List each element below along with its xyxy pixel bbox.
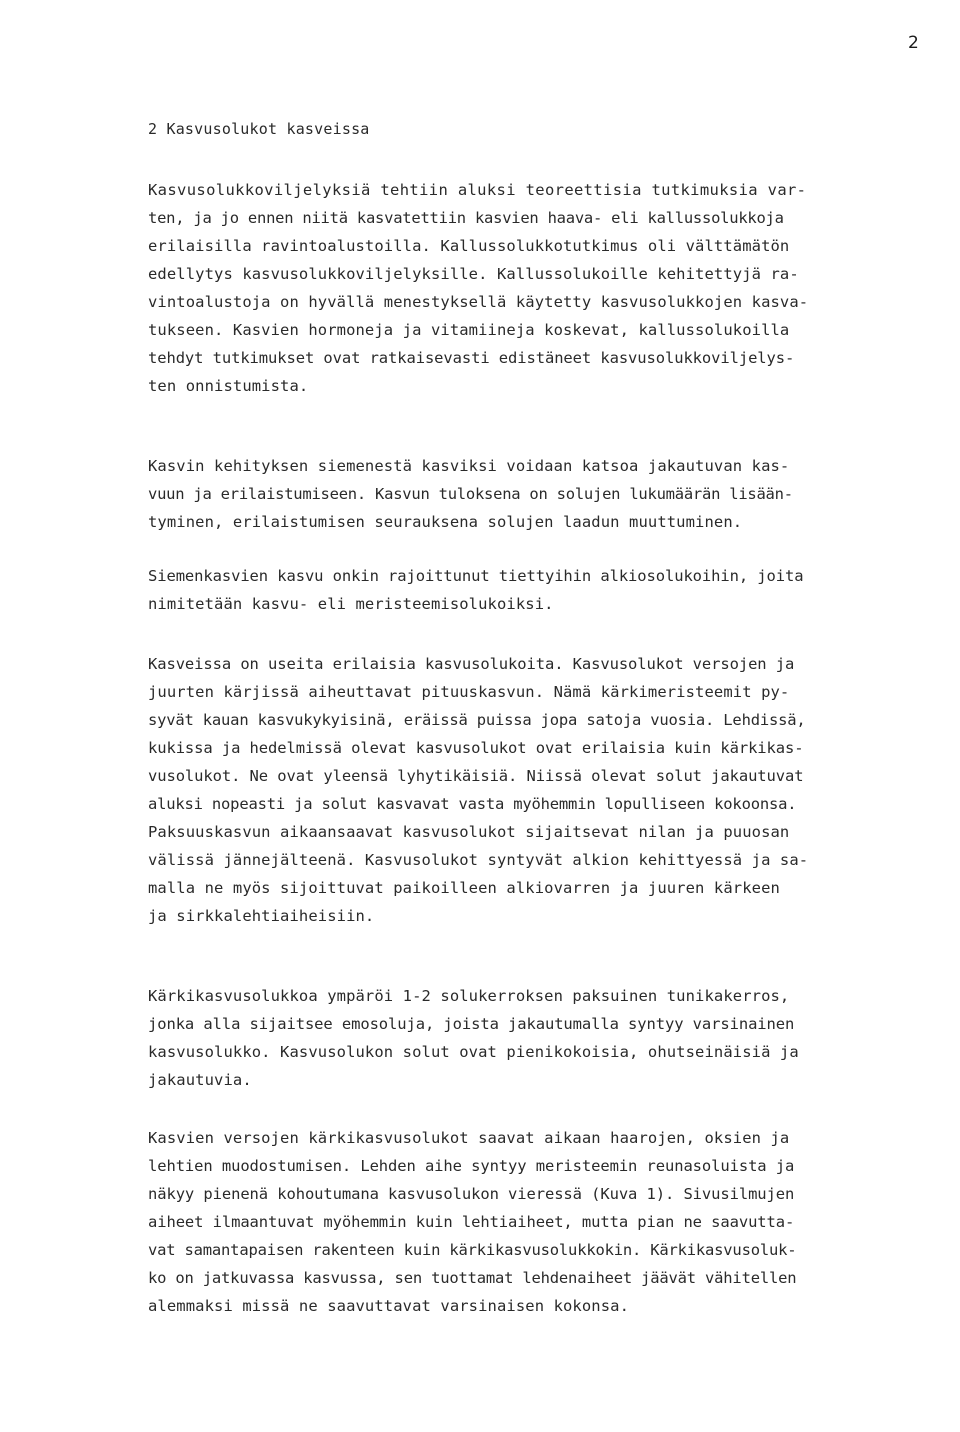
paragraph-line: Kasveissa on useita erilaisia kasvusolukoita. Kasvusolukot versojen ja xyxy=(148,655,795,673)
paragraph-line: Kasvusolukkoviljelyksiä tehtiin aluksi teoreettisia tutkimuksia var- xyxy=(148,181,807,199)
paragraph-line: Siemenkasvien kasvu onkin rajoittunut tiettyihin alkiosolukoihin, joita xyxy=(148,567,804,585)
paragraph-line: kukissa ja hedelmissä olevat kasvusolukot ovat erilaisia kuin kärkikas- xyxy=(148,739,804,757)
paragraph-line: lehtien muodostumisen. Lehden aihe syntyy meristeemin reunasoluista ja xyxy=(148,1157,795,1175)
page-number: 2 xyxy=(908,33,919,53)
section-heading: 2 Kasvusolukot kasveissa xyxy=(148,120,370,138)
paragraph-line: juurten kärjissä aiheuttavat pituuskasvun. Nämä kärkimeristeemit py- xyxy=(148,683,790,701)
paragraph-line: vat samantapaisen rakenteen kuin kärkikasvusolukkokin. Kärkikasvusoluk- xyxy=(148,1241,797,1259)
paragraph-line: välissä jännejälteenä. Kasvusolukot syntyvät alkion kehittyessä ja sa- xyxy=(148,851,809,869)
paragraph-line: syvät kauan kasvukykyisinä, eräissä puissa jopa satoja vuosia. Lehdissä, xyxy=(148,711,806,729)
paragraph-line: ko on jatkuvassa kasvussa, sen tuottamat lehdenaiheet jäävät vähitellen xyxy=(148,1269,797,1287)
paragraph-5 xyxy=(148,982,799,1094)
paragraph-line: Paksuuskasvun aikaansaavat kasvusolukot sijaitsevat nilan ja puuosan xyxy=(148,823,790,841)
paragraph-line: Kasvin kehityksen siemenestä kasviksi voidaan katsoa jakautuvan kas- xyxy=(148,457,790,475)
paragraph-line: nimitetään kasvu- eli meristeemisolukoiksi. xyxy=(148,595,554,613)
paragraph-1 xyxy=(148,176,808,400)
paragraph-line: tehdyt tutkimukset ovat ratkaisevasti edistäneet kasvusolukkoviljelys- xyxy=(148,349,795,367)
paragraph-line: erilaisilla ravintoalustoilla. Kallussolukkotutkimus oli välttämätön xyxy=(148,237,790,255)
paragraph-line: edellytys kasvusolukkoviljelyksille. Kallussolukoille kehitettyjä ra- xyxy=(148,265,799,283)
paragraph-line: ja sirkkalehtiaiheisiin. xyxy=(148,907,375,925)
paragraph-line: näkyy pienenä kohoutumana kasvusolukon vieressä (Kuva 1). Sivusilmujen xyxy=(148,1185,795,1203)
paragraph-line: vuun ja erilaistumiseen. Kasvun tuloksena on solujen lukumäärän lisään- xyxy=(148,485,793,503)
paragraph-line: aluksi nopeasti ja solut kasvavat vasta myöhemmin lopulliseen kokoonsa. xyxy=(148,795,797,813)
paragraph-line: malla ne myös sijoittuvat paikoilleen alkiovarren ja juuren kärkeen xyxy=(148,879,780,897)
paragraph-line: aiheet ilmaantuvat myöhemmin kuin lehtiaiheet, mutta pian ne saavutta- xyxy=(148,1213,795,1231)
paragraph-6 xyxy=(148,1124,796,1320)
paragraph-line: jakautuvia. xyxy=(148,1071,252,1089)
paragraph-line: vintoalustoja on hyvällä menestyksellä käytetty kasvusolukkojen kasva- xyxy=(148,293,809,311)
paragraph-2 xyxy=(148,452,793,536)
paragraph-line: Kärkikasvusolukkoa ympäröi 1-2 solukerroksen paksuinen tunikakerros, xyxy=(148,987,790,1005)
paragraph-line: kasvusolukko. Kasvusolukon solut ovat pienikokoisia, ohutseinäisiä ja xyxy=(148,1043,799,1061)
paragraph-line: jonka alla sijaitsee emosoluja, joista jakautumalla syntyy varsinainen xyxy=(148,1015,795,1033)
paragraph-4 xyxy=(148,650,808,930)
paragraph-line: Kasvien versojen kärkikasvusolukot saavat aikaan haarojen, oksien ja xyxy=(148,1129,790,1147)
paragraph-line: tyminen, erilaistumisen seurauksena solujen laadun muuttuminen. xyxy=(148,513,743,531)
paragraph-line: ten, ja jo ennen niitä kasvatettiin kasvien haava- eli kallussolukkoja xyxy=(148,209,784,227)
paragraph-line: alemmaksi missä ne saavuttavat varsinaisen kokonsa. xyxy=(148,1297,630,1315)
paragraph-line: tukseen. Kasvien hormoneja ja vitamiineja koskevat, kallussolukoilla xyxy=(148,321,790,339)
paragraph-line: vusolukot. Ne ovat yleensä lyhytikäisiä. Niissä olevat solut jakautuvat xyxy=(148,767,804,785)
paragraph-line: ten onnistumista. xyxy=(148,377,309,395)
paragraph-3 xyxy=(148,562,803,618)
